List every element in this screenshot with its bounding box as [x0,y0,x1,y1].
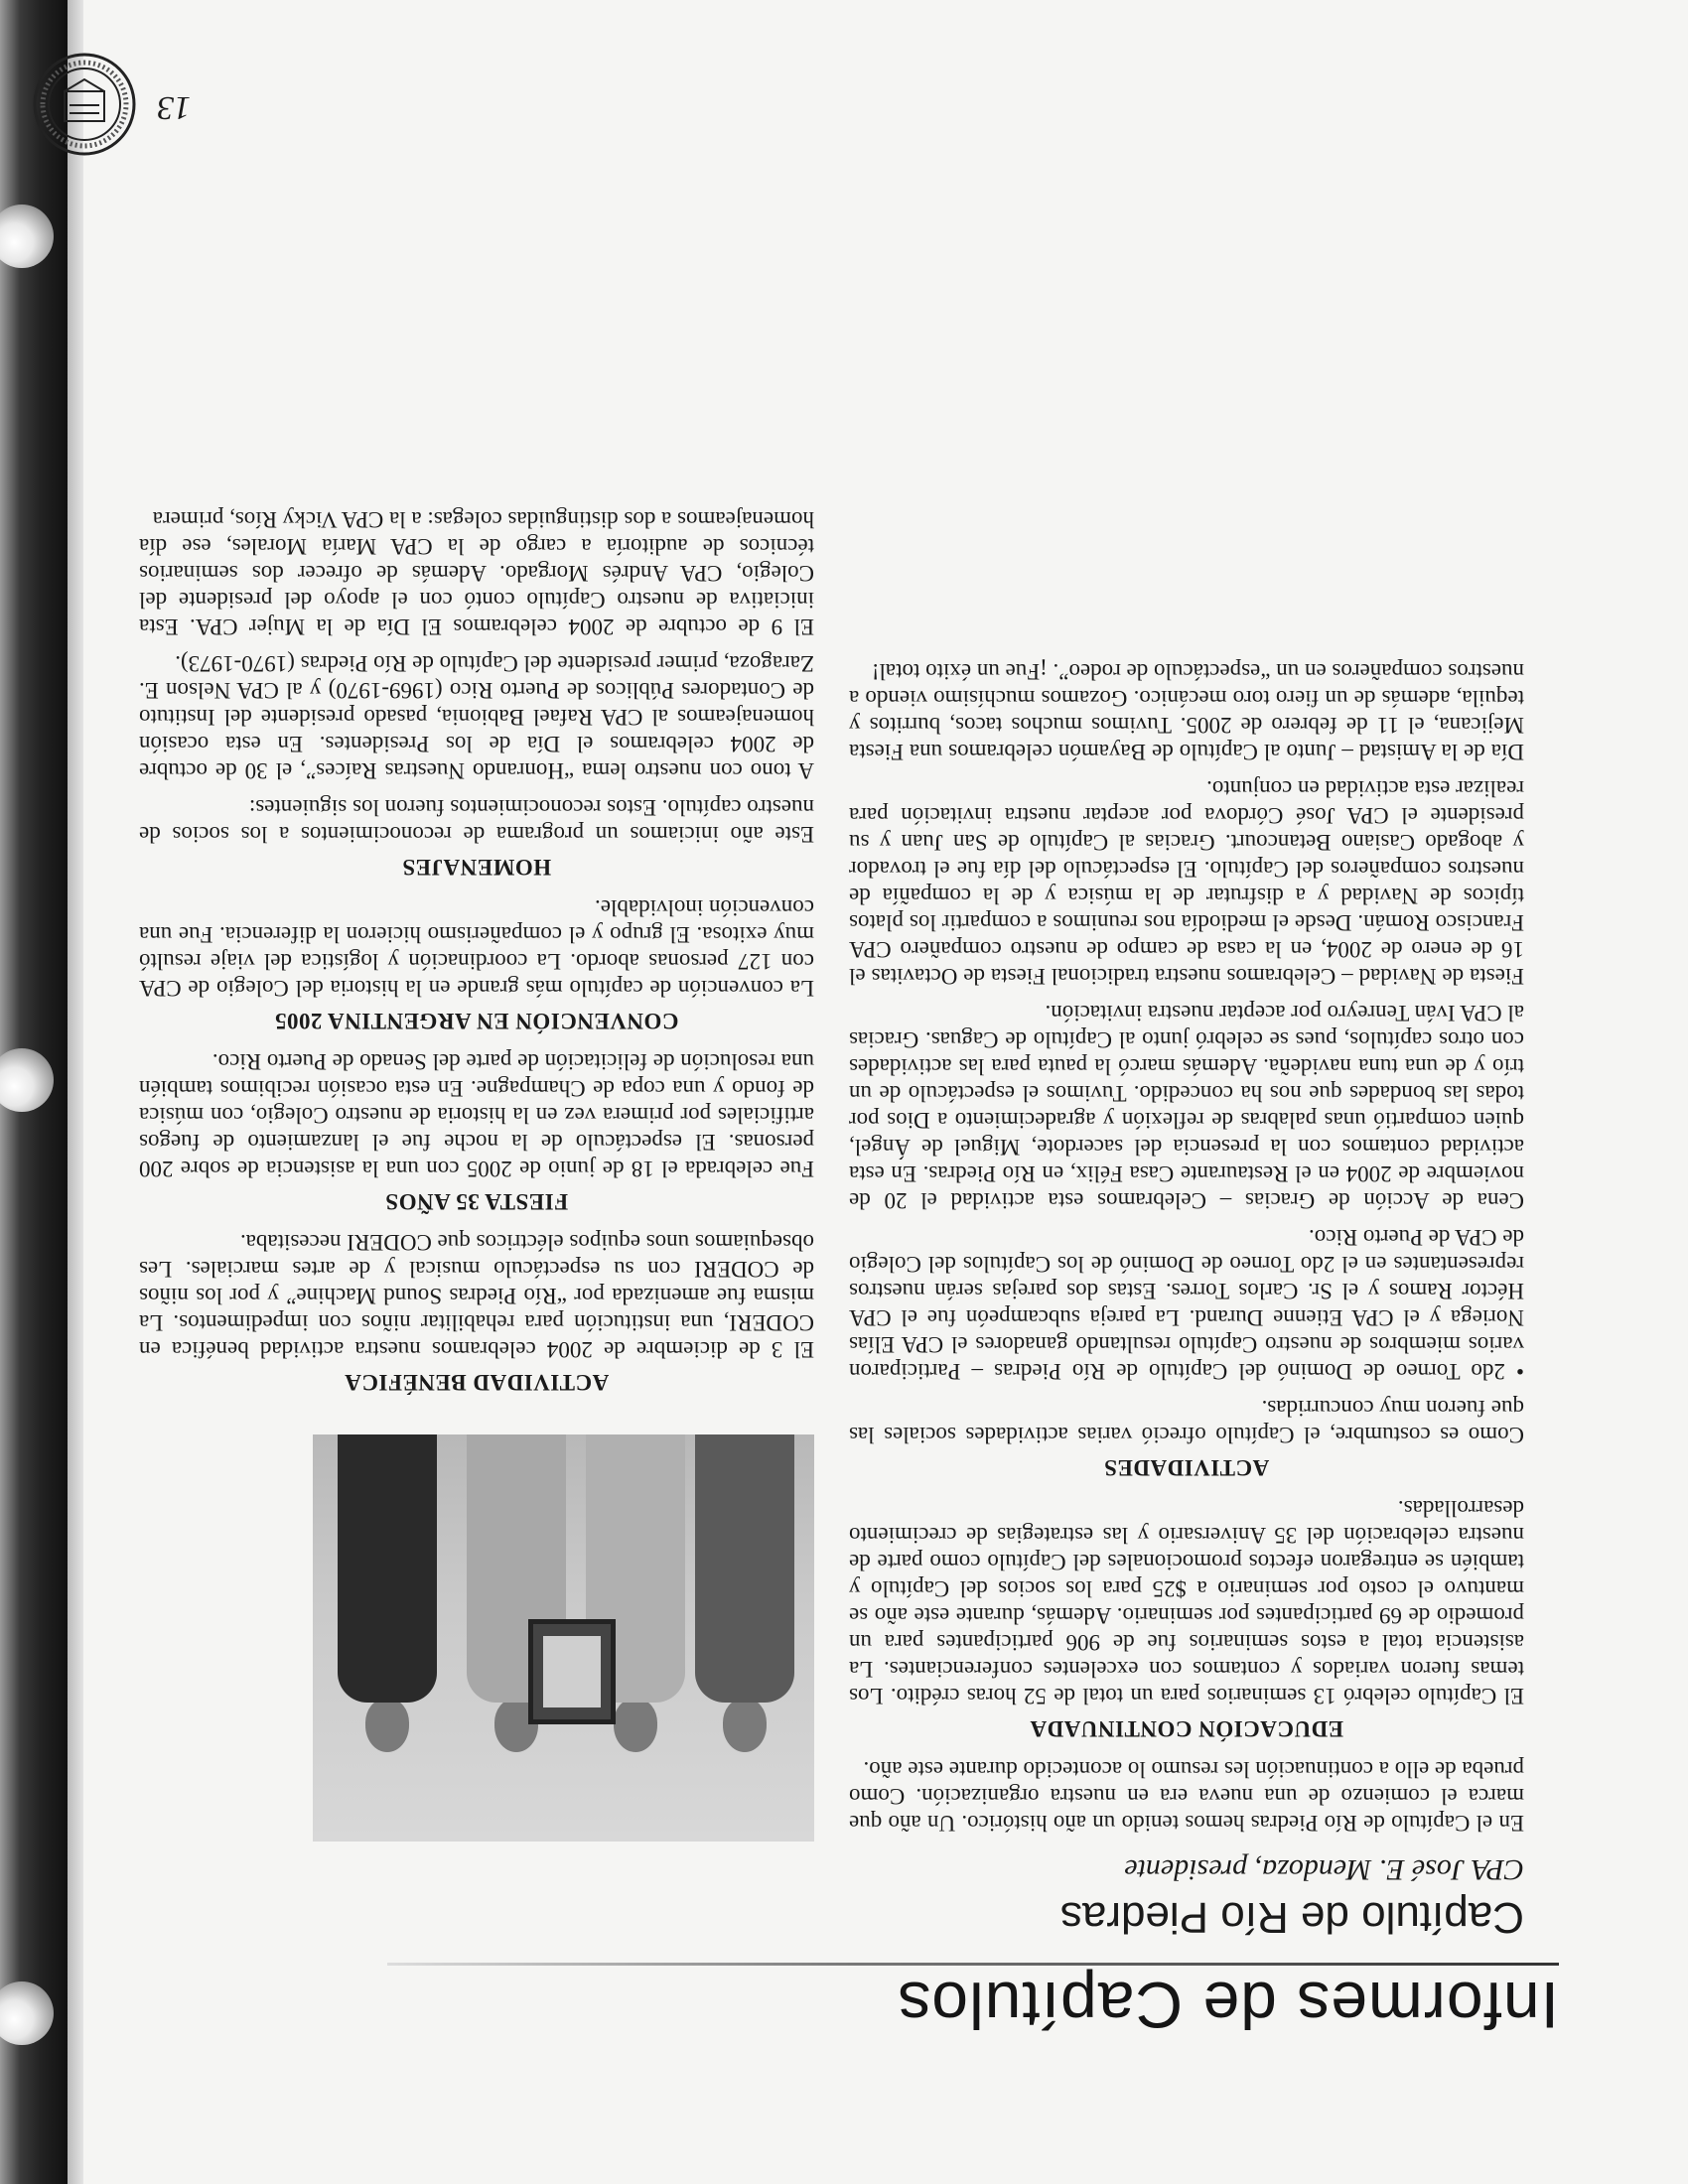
homenajes-paragraph-1: Este año iniciamos un programa de reconocimientos a los socios de nuestro capítulo. Estos reconocimientos fueron los siguientes: [139,795,814,847]
heading-convencion: CONVENCIÓN EN ARGENTINA 2005 [274,1009,679,1033]
award-plaque [528,1619,616,1724]
heading-homenajes: HOMENAJES [401,855,552,880]
educacion-paragraph: El Capítulo celebró 13 seminarios para un total de 52 horas crédito. Los temas fueron variados y contamos con excelentes conferenciantes. La asistencia total a estos seminarios fue de 906 participantes para un promedio de 69 participantes por seminario. Además, durante este año se mantuvo el costo por seminario a $25 para los socios del Capítulo y también se entregaron efectos promocionales del Capítulo como parte de nuestra celebración del 35 Aniversario y las estrategias de crecimiento desarrolladas. [849,1496,1524,1708]
section-title: Informes de Capítulos [897,1969,1559,2042]
homenajes-paragraph-2: A tono con nuestro lema “Honrando Nuestras Raíces”, el 30 de octubre de 2004 celebramos el Día de los Presidentes. En esta ocasión homenajeamos al CPA Rafael Babionia, pasado presidente del Instituto de Contadores Públicos de Puerto Rico (1969-1970) y al CPA Nelson E. Zaragoza, primer presidente del Capítulo de Río Piedras (1970-1973). [139,651,814,783]
heading-actividades: ACTIVIDADES [1103,1455,1270,1480]
group-photo [313,1434,814,1842]
binder-strip [68,0,83,2184]
actividades-navidad: Fiesta de Navidad – Celebramos nuestra tradicional Fiesta de Octavitas el 16 de enero de 2004, en la casa de campo de nuestro compañero CPA Francisco Román. Desde el mediodía nos reunimos a compartir los platos típicos de Navidad y a disfrutar de la música y de la compañía de nuestros compañeros del Capítulo. El espectáculo del día fue el trovador y abogado Casiano Betancourt. Gracias al Capítulo de San Juan y su presidente el CPA José Córdova por aceptar nuestra invitación para realizar esta actividad en conjunto. [849,776,1524,989]
intro-paragraph: En el Capítulo de Río Piedras hemos tenido un año histórico. Un año que marca el comienzo de una nueva era en nuestra organización. Como prueba de ello a continuación les resumo lo acontecido durante este año. [849,1757,1524,1836]
photo-person [338,1434,437,1752]
actividades-amistad: Día de la Amistad – Junto al Capítulo de Bayamón celebramos una Fiesta Mejicana, el 11 de febrero de 2005. Tuvimos muchos tacos, burritos y tequila, además de un fiero toro mecánico. Gozamos muchísimo viendo a nuestros compañeros en un “espectáculo de rodeo”. ¡Fue un éxito total! [849,659,1524,764]
convencion-paragraph: La convención de capítulo más grande en la historia del Colegio de CPA con 127 personas abordo. La coordinación y logística del viaje resultó muy exitosa. El grupo y el compañerismo hicieron la diferencia. Fue una convención inolvidable. [139,895,814,1001]
fiesta35-paragraph: Fue celebrada el 18 de junio de 2005 con una la asistencia de sobre 200 personas. El espectáculo de la noche fue el lanzamiento de fuegos artificiales por primera vez en la historia de nuestro Colegio, con música de fondo y una copa de Champagne. En esta ocasión recibimos también una resolución de felicitación de parte del Senado de Puerto Rico. [139,1049,814,1181]
photo-person [695,1434,794,1752]
page-number: 13 [157,89,191,126]
chapter-title: Capítulo de Río Piedras [1059,1893,1524,1942]
heading-fiesta35: FIESTA 35 AÑOS [384,1189,569,1214]
homenajes-paragraph-3: El 9 de octubre de 2004 celebramos El Día de la Mujer CPA. Esta iniciativa de nuestro Capítulo contó con el apoyo del presidente del Colegio, CPA Andrés Morgado. Además de ofrecer dos seminarios técnicos de auditoría a cargo de la CPA María Morales, ese día homenajeamos a dos distinguidas colegas: a la CPA Vicky Ríos, primera [139,507,814,639]
colegio-seal-icon [30,50,139,159]
left-column [849,149,1524,1837]
title-rule [387,1963,1559,1966]
byline: CPA José E. Mendoza, presidente [1124,1853,1524,1886]
actividades-domino: • 2do Torneo de Dominó del Capítulo de Río Piedras – Participaron varios miembros de nuestro Capítulo resultando ganadores el CPA Elías Noriega y el CPA Etienne Durand. La pareja subcampeón fue el CPA Héctor Ramos y el Sr. Carlos Torres. Estas dos parejas serán nuestros representantes en el 2do Torneo de Dominó de los Capítulos del Colegio de CPA de Puerto Rico. [849,1225,1524,1384]
actividades-accion-gracias: Cena de Acción de Gracias – Celebramos esta actividad el 20 de noviembre de 2004 en el Restaurante Casa Félix, en Río Piedras. En esta actividad contamos con la presencia del sacerdote, Miguel de Ángel, quien compartió unas palabras de reflexión y agradecimiento a Dios por todas las bondades que nos ha concedido. Tuvimos el espectáculo de un trío y de una tuna navideña. Además marcó la pauta para las actividades con otros capítulos, pues se celebró junto al Capítulo de Caguas. Gracias al CPA Iván Tenreyro por aceptar nuestra invitación. [849,1001,1524,1213]
actividades-intro: Como es costumbre, el Capítulo ofreció varias actividades sociales las que fueron muy concurridas. [849,1396,1524,1447]
heading-educacion: EDUCACIÓN CONTINUADA [1029,1716,1344,1741]
benefica-paragraph: El 3 de diciembre de 2004 celebramos nuestra actividad benéfica en CODERI, una institución para rehabilitar niños con impedimentos. La misma fue amenizada por “Río Piedras Sound Machine” y por los niños de CODERI con su espectáculo musical y de artes marciales. Les obsequiamos unos equipos eléctricos que CODERI necesitaba. [139,1230,814,1362]
right-column [139,119,814,1410]
heading-benefica: ACTIVIDAD BENÉFICA [344,1370,610,1395]
